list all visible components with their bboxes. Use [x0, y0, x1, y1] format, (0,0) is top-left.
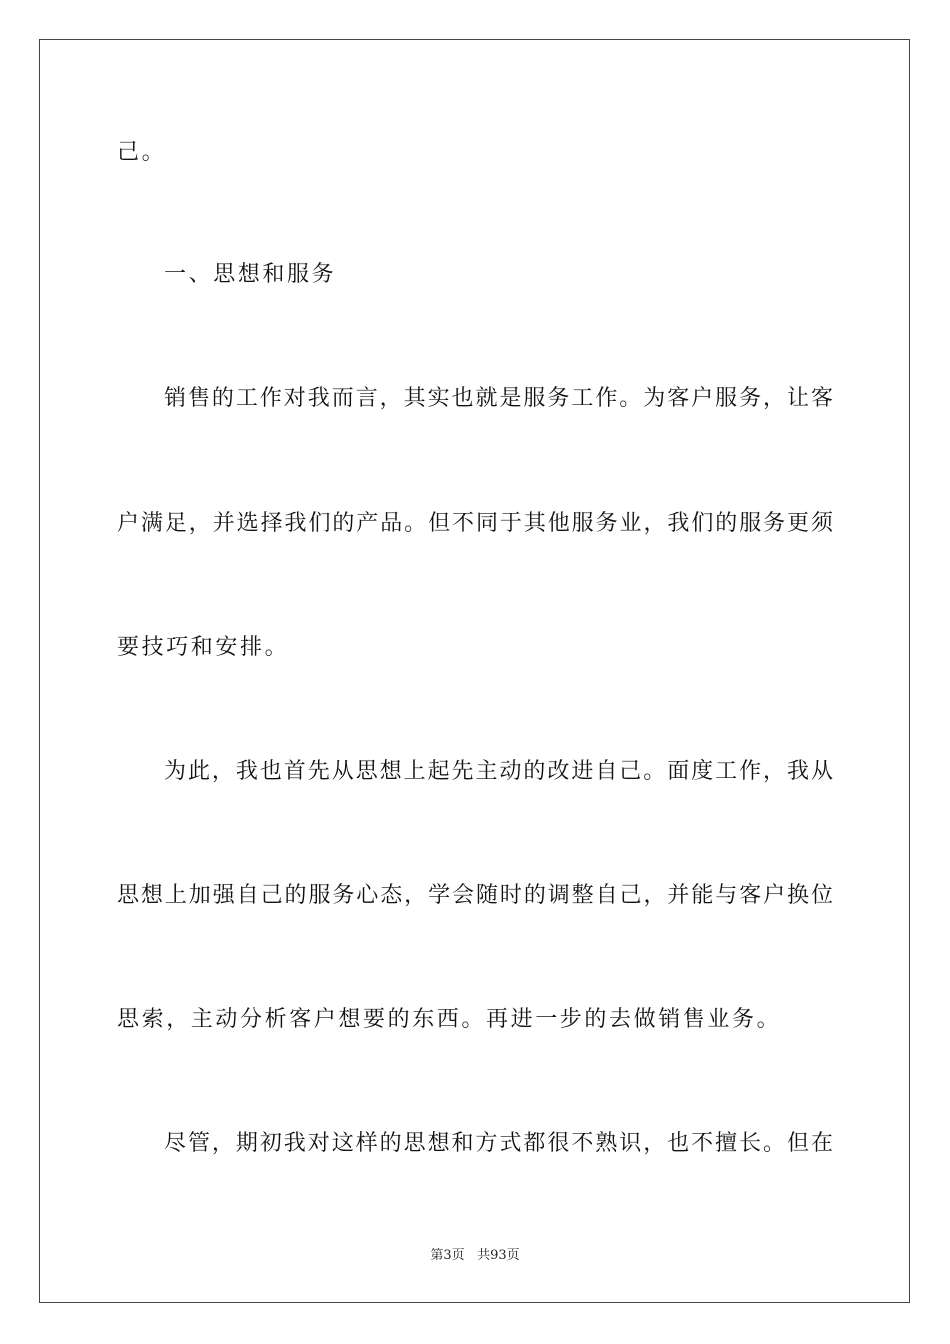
text-line: 思索，主动分析客户想要的东西。再进一步的去做销售业务。	[117, 1007, 782, 1032]
section-heading: 一、思想和服务	[164, 262, 337, 287]
page-total: 共93页	[477, 1248, 520, 1263]
page-border	[39, 39, 910, 1303]
text-line: 销售的工作对我而言，其实也就是服务工作。为客户服务，让客	[164, 386, 833, 411]
page-number: 第3页	[430, 1248, 465, 1263]
text-line: 为此，我也首先从思想上起先主动的改进自己。面度工作，我从	[164, 759, 833, 784]
text-line: 思想上加强自己的服务心态，学会随时的调整自己，并能与客户换位	[117, 883, 833, 908]
page-footer	[0, 1248, 950, 1264]
text-line: 尽管，期初我对这样的思想和方式都很不熟识，也不擅长。但在	[164, 1131, 833, 1156]
text-line: 要技巧和安排。	[117, 635, 290, 660]
text-line: 户满足，并选择我们的产品。但不同于其他服务业，我们的服务更须	[117, 511, 833, 536]
text-line: 己。	[117, 140, 167, 165]
